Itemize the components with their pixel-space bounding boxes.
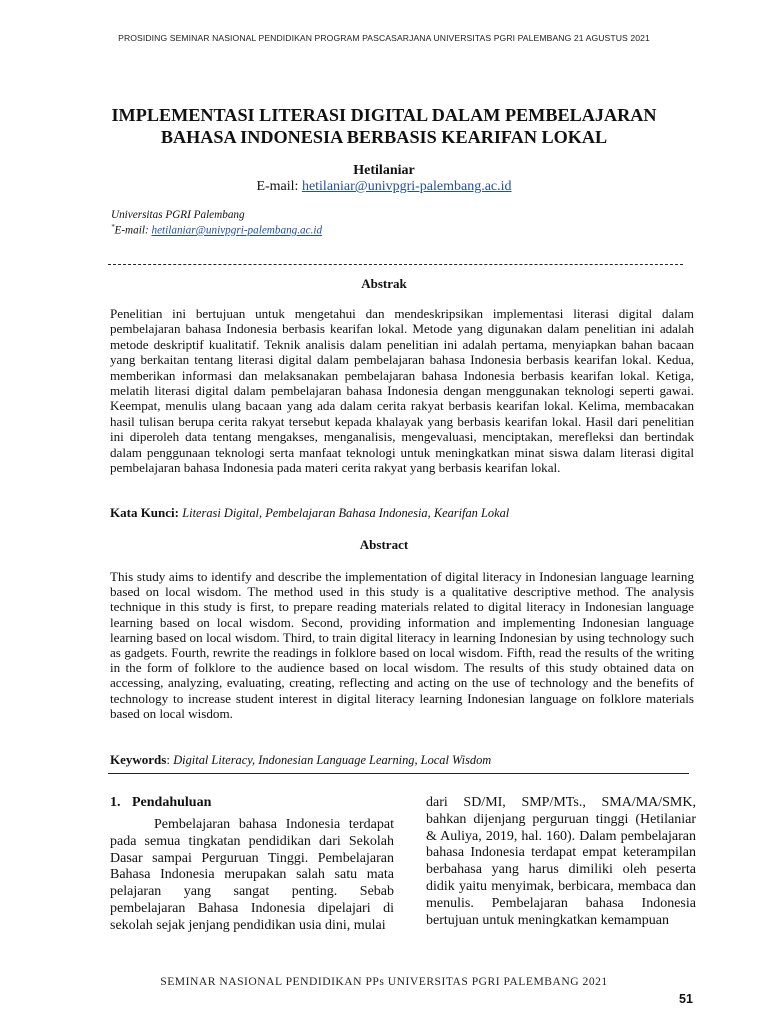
abstrak-text: Penelitian ini bertujuan untuk mengetahui dan mendeskripsikan implementasi literasi digital dalam pembelajaran bahasa Indonesia berbasis kearifan lokal. Metode yang digunakan dalam penelitian ini adalah metode deskriptif kualitatif. Teknik analisis dalam penelitian ini adalah pertama, menyiapkan bahan bacaan yang berkaitan tentang literasi digital dalam pembelajaran bahasa Indonesia berbasis kearifan lokal. Kedua, memberikan informasi dan melaksanakan pembelajaran bahasa Indonesia berbasis kearifan lokal. Ketiga, melatih literasi digital dalam pembelajaran bahasa Indonesia dengan menggunakan teknologi seperti gawai. Keempat, menulis ulang bacaan yang ada dalam cerita rakyat berbasis kearifan lokal. Kelima, membacakan hasil tulisan berupa cerita rakyat tersebut kepada khalayak yang berbasis kearifan lokal. Hasil dari penelitian ini diperoleh data tentang mengakses, menganalisis, mengevaluasi, menciptakan, merefleksi dan bertindak dalam penggunaan teknologi serta manfaat teknologi untuk meningkatkan minat siswa dalam literasi digital pembelajaran bahasa Indonesia pada materi cerita rakyat yang berbasis kearifan lokal. [110,306,694,476]
keywords-line [110,752,491,768]
body-column-right [426,795,696,929]
kata-kunci-values: Literasi Digital, Pembelajaran Bahasa Indonesia, Kearifan Lokal [182,506,510,520]
author-email-line [0,179,768,195]
affiliation-marker: * [111,223,115,231]
abstract-heading: Abstract [359,537,409,552]
section-paragraph-left: Pembelajaran bahasa Indonesia terdapat pada semua tingkatan pendidikan dari Sekolah Dasar sampai Perguruan Tinggi. Pembelajaran Bahasa Indonesia merupakan salah satu mata pelajaran yang sangat penting. Sebab pembelajaran Bahasa Indonesia dipelajari di sekolah sejak jenjang pendidikan usia dini, mulai [110,817,394,933]
section-divider [108,773,689,774]
body-column-left [110,795,394,935]
keywords-label: Keywords [110,752,167,767]
page-footer: SEMINAR NASIONAL PENDIDIKAN PPs UNIVERSITAS PGRI PALEMBANG 2021 [160,975,608,988]
title-line-1: IMPLEMENTASI LITERASI DIGITAL DALAM PEMBELAJARAN [111,105,657,125]
affiliation-email-label: E-mail: [114,224,149,237]
section-paragraph-right: dari SD/MI, SMP/MTs., SMA/MA/SMK, bahkan dijenjang perguruan tinggi (Hetilaniar & Auliya, 2019, hal. 160). Dalam pembelajaran bahasa Indonesia terdapat empat keterampilan berbahasa yang harus dimiliki oleh peserta didik yaitu menyimak, berbicara, membaca dan menulis. Pembelajaran bahasa Indonesia bertujuan untuk meningkatkan kemampuan [426,795,696,928]
section-title: Pendahuluan [132,795,212,810]
kata-kunci-label: Kata Kunci: [110,505,179,520]
abstract-text: This study aims to identify and describe the implementation of digital literacy in Indonesian language learning based on local wisdom. The method used in this study is a qualitative descriptive method. The analysis technique in this study is first, to prepare reading materials related to digital literacy in Indonesian language learning based on local wisdom. Second, providing information and implementing Indonesian language learning based on local wisdom. Third, to train digital literacy in learning Indonesian by using technology such as gadgets. Fourth, rewrite the readings in folklore based on local wisdom. Fifth, read the results of the writing in the form of folklore to the audience based on local wisdom. The results of this study obtained data on accessing, analyzing, evaluating, creating, reflecting and acting on the use of technology and the benefits of technology to increase student interest in digital literacy learning Indonesian language on folklore materials based on local wisdom. [110,569,694,721]
keywords-values: Digital Literacy, Indonesian Language Learning, Local Wisdom [173,753,492,767]
page-number: 51 [679,992,693,1006]
paper-title [60,104,708,148]
author-email-link[interactable]: hetilaniar@univpgri-palembang.ac.id [301,179,512,194]
title-line-2: BAHASA INDONESIA BERBASIS KEARIFAN LOKAL [160,127,608,147]
kata-kunci-line [110,505,509,521]
author-email-label: E-mail: [256,179,299,194]
section-heading [110,795,394,811]
keywords-colon: : [166,752,170,767]
abstrak-heading: Abstrak [361,276,407,291]
affiliation-email-line [111,223,322,237]
running-head: PROSIDING SEMINAR NASIONAL PENDIDIKAN PROGRAM PASCASARJANA UNIVERSITAS PGRI PALEMBANG 21 AGUSTUS 2021 [118,33,650,43]
section-number: 1. [110,795,121,810]
header-divider [108,264,683,265]
author-name: Hetilaniar [353,163,415,178]
affiliation-institution: Universitas PGRI Palembang [111,209,245,221]
affiliation-email-link[interactable]: hetilaniar@univpgri-palembang.ac.id [151,224,323,237]
